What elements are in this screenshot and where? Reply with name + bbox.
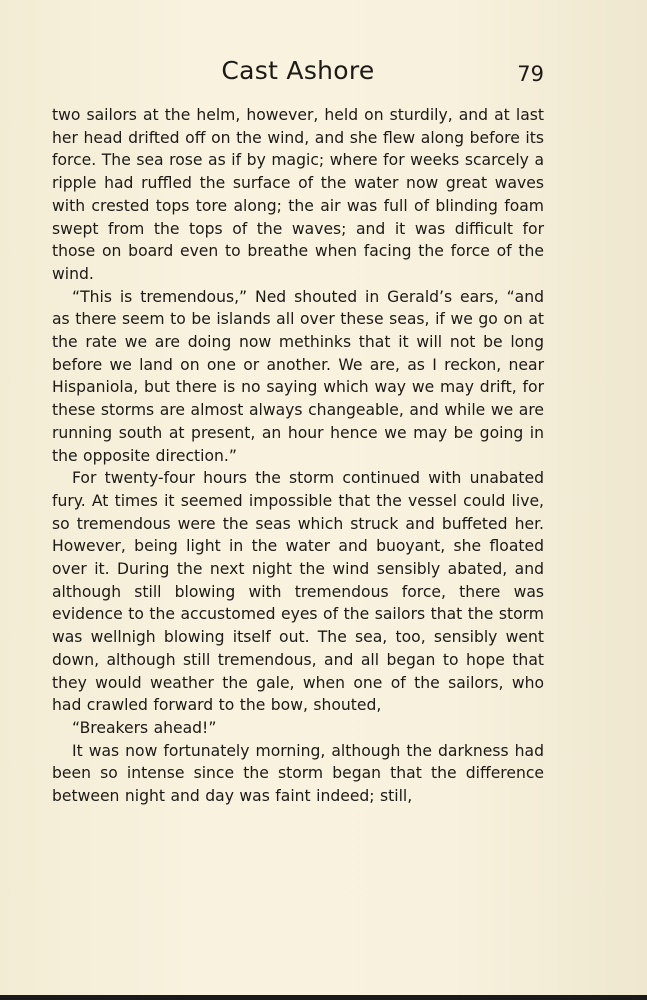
scan-edge [0, 995, 647, 1000]
body-text [52, 104, 544, 808]
paragraph-4: “Breakers ahead!” [72, 718, 217, 737]
paragraph-5: It was now fortunately morning, although the darkness had been so intense since the storm began that the difference between night and day was faint indeed; still, [52, 741, 544, 806]
paragraph-1: two sailors at the helm, however, held on sturdily, and at last her head drifted off on the wind, and she flew along before its force. The sea rose as if by magic; where for weeks scarcely a ripple had ruffled the surface of the water now great waves with crested tops tore along; the air was full of blinding foam swept from the tops of the waves; and it was difficult for those on board even to breathe when facing the force of the wind. [52, 106, 544, 283]
page-title: Cast Ashore [221, 56, 375, 85]
paragraph-3: For twenty-four hours the storm continued with unabated fury. At times it seemed impossible that the vessel could live, so tremendous were the seas which struck and buffeted her. However, being light in the water and buoyant, she floated over it. During the next night the wind sensibly abated, and although still blowing with tremendous force, there was evidence to the accustomed eyes of the sailors that the storm was wellnigh blowing itself out. The sea, too, sensibly went down, although still tremendous, and all began to hope that they would weather the gale, when one of the sailors, who had crawled forward to the bow, shouted, [52, 469, 544, 715]
page-number: 79 [517, 62, 544, 86]
running-head [52, 56, 544, 96]
paragraph-2: “This is tremendous,” Ned shouted in Gerald’s ears, “and as there seem to be islands all over these seas, if we go on at the rate we are doing now methinks that it will not be long before we land on one or another. We are, as I reckon, near Hispaniola, but there is no saying which way we may drift, for these storms are almost always changeable, and while we are running south at present, an hour hence we may be going in the opposite direction.” [52, 287, 544, 465]
